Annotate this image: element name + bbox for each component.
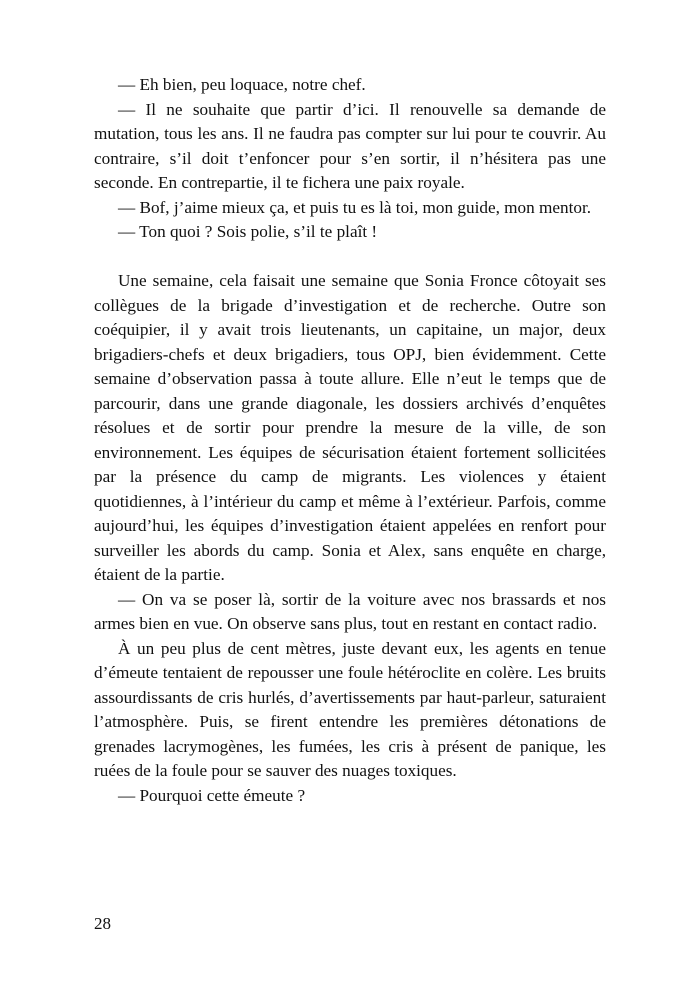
dialogue-line: — Ton quoi ? Sois polie, s’il te plaît !	[118, 222, 378, 241]
paragraph: Une semaine, cela faisait une semaine que Sonia Fronce côtoyait ses collègues de la brigade d’investigation et de recherche. Outre son coéquipier, il y avait trois lieutenants, un capitaine, un major, deux brigadiers-chefs et deux brigadiers, tous OPJ, bien évidemment. Cette semaine d’observation passa à toute allure. Elle n’eut le temps que de parcourir, dans une grande diagonale, les dossiers archivés d’enquêtes résolues et de sortir pour prendre la mesure de la ville, de son environnement. Les équipes de sécurisation étaient fortement sollicitées par la présence du camp de migrants. Les violences y étaient quotidiennes, à l’intérieur du camp et même à l’extérieur. Parfois, comme aujourd’hui, les équipes d’investigation étaient appelées en renfort pour surveiller les abords du camp. Sonia et Alex, sans enquête en charge, étaient de la partie.	[94, 271, 606, 584]
dialogue-line: — Il ne souhaite que partir d’ici. Il renouvelle sa demande de mutation, tous les ans. Il ne faudra pas compter sur lui pour te couvrir. Au contraire, s’il doit t’enfoncer pour s’en sortir, il n’hésitera pas une seconde. En contrepartie, il te fichera une paix royale.	[94, 99, 606, 192]
page-number: 28	[94, 914, 111, 933]
dialogue-section	[94, 73, 606, 245]
scene-break	[94, 245, 606, 270]
dialogue-line: — Eh bien, peu loquace, notre chef.	[118, 75, 366, 94]
narrative-section	[94, 269, 606, 808]
dialogue-line: — Pourquoi cette émeute ?	[118, 785, 306, 805]
dialogue-line: — Bof, j’aime mieux ça, et puis tu es là toi, mon guide, mon mentor.	[118, 197, 592, 217]
dialogue-line: — On va se poser là, sortir de la voiture avec nos brassards et nos armes bien en vue. On observe sans plus, tout en restant en contact radio.	[94, 589, 606, 633]
page-body	[94, 73, 606, 808]
paragraph: À un peu plus de cent mètres, juste devant eux, les agents en tenue d’émeute tentaient de repousser une foule hétéroclite en colère. Les bruits assourdissants de cris hurlés, d’avertissements par haut-parleur, saturaient l’atmosphère. Puis, se firent entendre les premières détonations de grenades lacrymogènes, les fumées, les cris à présent de panique, les ruées de la foule pour se sauver des nuages toxiques.	[94, 638, 606, 780]
